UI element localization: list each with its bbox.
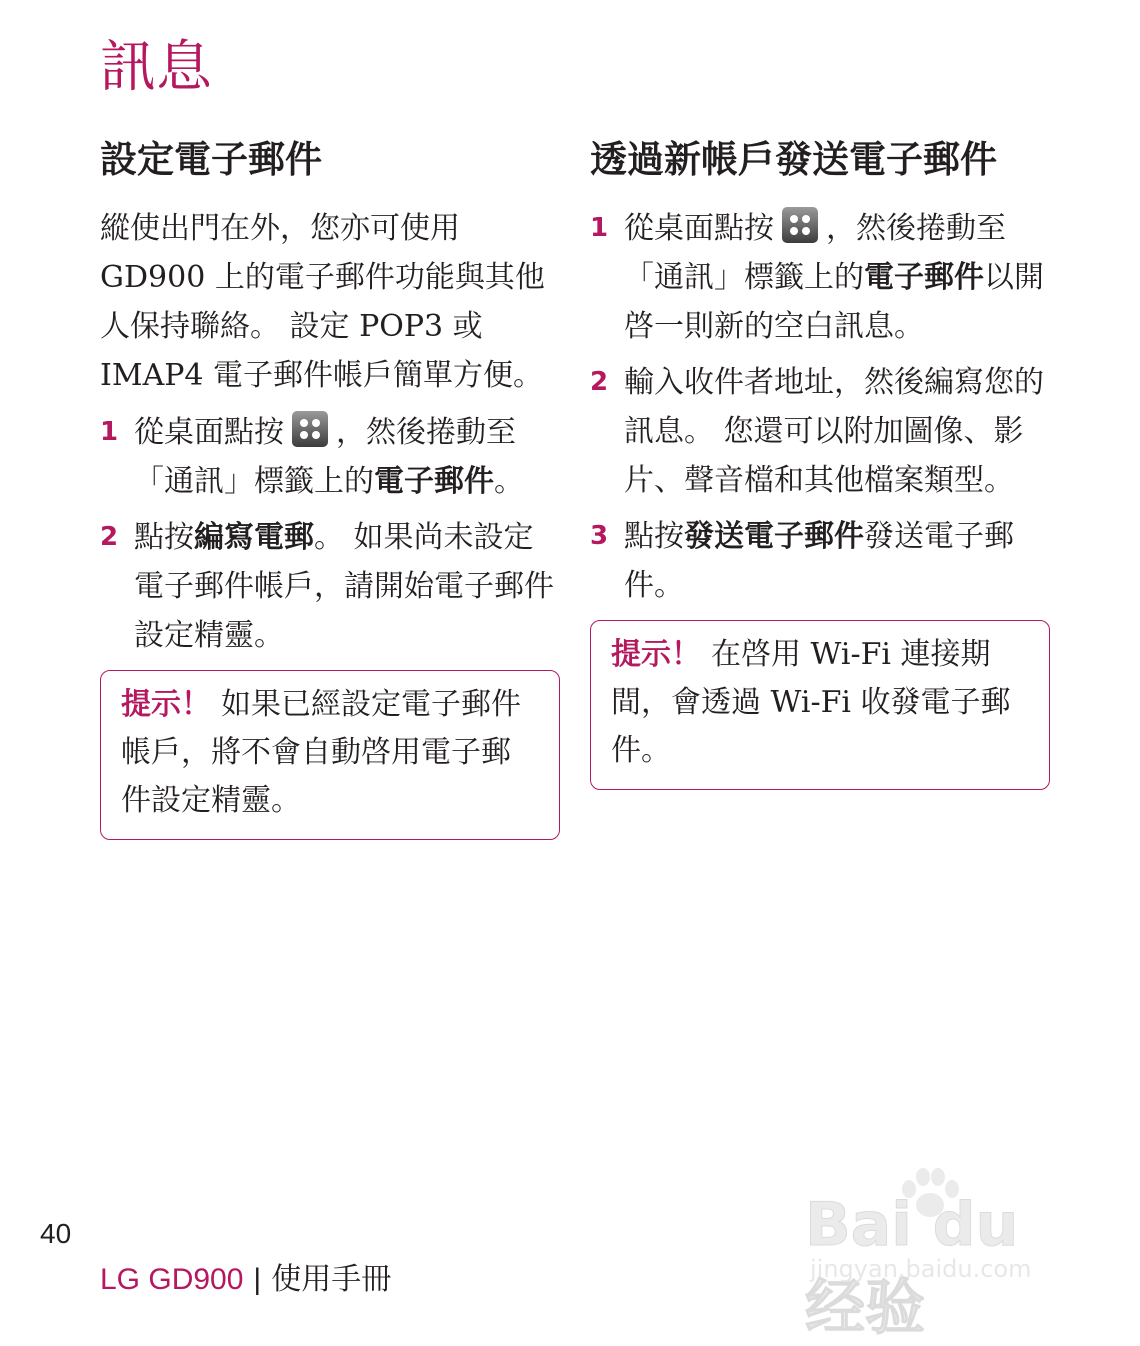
- step-text: 以開啓一則新的空白訊息。: [624, 260, 1044, 344]
- section-heading: 透過新帳戶發送電子郵件: [590, 138, 997, 181]
- tip-text: 如果已經設定電子郵件帳戶，將不會自動啓用電子郵件設定精靈。: [121, 687, 521, 818]
- step-text: 從桌面點按: [624, 211, 774, 246]
- step-text: ，然後捲動至「通訊」標籤上的: [624, 211, 1006, 295]
- step-item: [590, 358, 1050, 505]
- steps-list: [590, 204, 1050, 610]
- watermark-logo: Bai du 经验: [805, 1190, 1019, 1343]
- step-number: 3: [590, 521, 609, 551]
- step-item: [100, 408, 560, 506]
- step-number: 2: [590, 367, 609, 397]
- steps-list: [100, 408, 560, 660]
- watermark-url: jingyan.baidu.com: [810, 1255, 1032, 1283]
- tip-text: 在啓用 Wi-Fi 連接期間，會透過 Wi-Fi 收發電子郵件。: [611, 637, 1011, 768]
- step-emphasis: 編寫電郵: [194, 520, 314, 555]
- step-text: 。 如果尚未設定電子郵件帳戶，請開始電子郵件設定精靈。: [134, 520, 554, 653]
- page-title: 訊息: [100, 35, 212, 100]
- step-text: ，然後捲動至「通訊」標籤上的: [134, 415, 516, 499]
- baidu-watermark: [805, 1165, 1075, 1343]
- left-column: [100, 138, 560, 840]
- footer-separator: |: [253, 1263, 262, 1296]
- step-item: [590, 512, 1050, 610]
- step-item: [100, 513, 560, 660]
- footer-label: [100, 1254, 391, 1298]
- step-text: 從桌面點按: [134, 415, 284, 450]
- section-heading: 設定電子郵件: [100, 138, 322, 181]
- step-number: 2: [100, 522, 119, 552]
- step-emphasis: 發送電子郵件: [684, 519, 864, 554]
- tip-label: 提示！: [611, 637, 701, 672]
- footer-book-title: 使用手冊: [271, 1262, 392, 1297]
- step-item: [590, 204, 1050, 351]
- tip-label: 提示！: [121, 687, 211, 722]
- tip-box: [590, 620, 1050, 790]
- page-number: 40: [40, 1218, 72, 1249]
- step-emphasis: 電子郵件: [864, 260, 984, 295]
- tip-box: [100, 670, 560, 840]
- step-emphasis: 電子郵件: [374, 464, 494, 499]
- right-column: [590, 138, 1050, 790]
- intro-paragraph: 縱使出門在外，您亦可使用 GD900 上的電子郵件功能與其他人保持聯絡。 設定 POP3 或 IMAP4 電子郵件帳戶簡單方便。: [100, 211, 545, 393]
- step-number: 1: [100, 417, 119, 447]
- grid-menu-icon: [292, 411, 328, 447]
- step-text: 點按: [134, 520, 194, 555]
- step-text: 。: [494, 464, 524, 499]
- step-text: 發送電子郵件。: [624, 519, 1014, 603]
- footer-model: LG GD900: [100, 1263, 244, 1296]
- grid-menu-icon: [782, 207, 818, 243]
- step-text: 輸入收件者地址，然後編寫您的訊息。 您還可以附加圖像、影片、聲音檔和其他檔案類型。: [624, 365, 1044, 498]
- step-text: 點按: [624, 519, 684, 554]
- step-number: 1: [590, 213, 609, 243]
